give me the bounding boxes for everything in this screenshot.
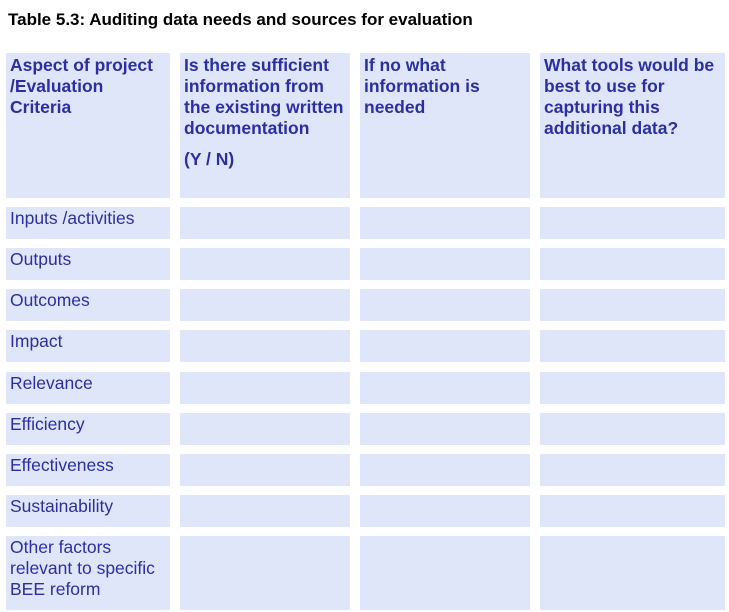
table-cell [360, 289, 530, 321]
header-if-no-label: If no what information is needed [364, 55, 480, 117]
table-cell [360, 207, 530, 239]
header-aspect [6, 53, 170, 198]
table-cell [540, 207, 725, 239]
table-cell [180, 207, 350, 239]
table-cell [540, 330, 725, 362]
table-cell [540, 454, 725, 486]
table-cell [180, 536, 350, 610]
table-cell [540, 413, 725, 445]
header-yn-label: (Y / N) [184, 149, 235, 169]
header-sufficient [180, 53, 350, 198]
table-cell [180, 454, 350, 486]
header-if-no [360, 53, 530, 198]
table-cell [180, 248, 350, 280]
table-cell [540, 536, 725, 610]
table-cell [360, 372, 530, 404]
row-label: Outcomes [6, 289, 170, 321]
row-label: Outputs [6, 248, 170, 280]
header-tools [540, 53, 725, 198]
table-cell [360, 454, 530, 486]
table-title: Table 5.3: Auditing data needs and sources for evaluation [8, 10, 473, 29]
table-cell [360, 536, 530, 610]
row-label: Relevance [6, 372, 170, 404]
table-cell [360, 248, 530, 280]
table-cell [180, 289, 350, 321]
table-cell [360, 413, 530, 445]
table-cell [540, 289, 725, 321]
table-cell [360, 495, 530, 527]
row-label: Other factors relevant to specific BEE reform [6, 536, 170, 610]
header-tools-label: What tools would be best to use for capturing this additional data? [544, 55, 715, 138]
table-cell [180, 413, 350, 445]
header-sufficient-label: Is there sufficient information from the existing written documentation [184, 55, 344, 138]
table-cell [540, 248, 725, 280]
row-label: Effectiveness [6, 454, 170, 486]
row-label: Inputs /activities [6, 207, 170, 239]
row-label: Impact [6, 330, 170, 362]
row-label: Sustainability [6, 495, 170, 527]
table-cell [180, 330, 350, 362]
header-aspect-label: Aspect of project /Evaluation Criteria [10, 55, 153, 117]
table-cell [180, 495, 350, 527]
table-cell [540, 372, 725, 404]
table-cell [360, 330, 530, 362]
table-cell [180, 372, 350, 404]
table-cell [540, 495, 725, 527]
row-label: Efficiency [6, 413, 170, 445]
